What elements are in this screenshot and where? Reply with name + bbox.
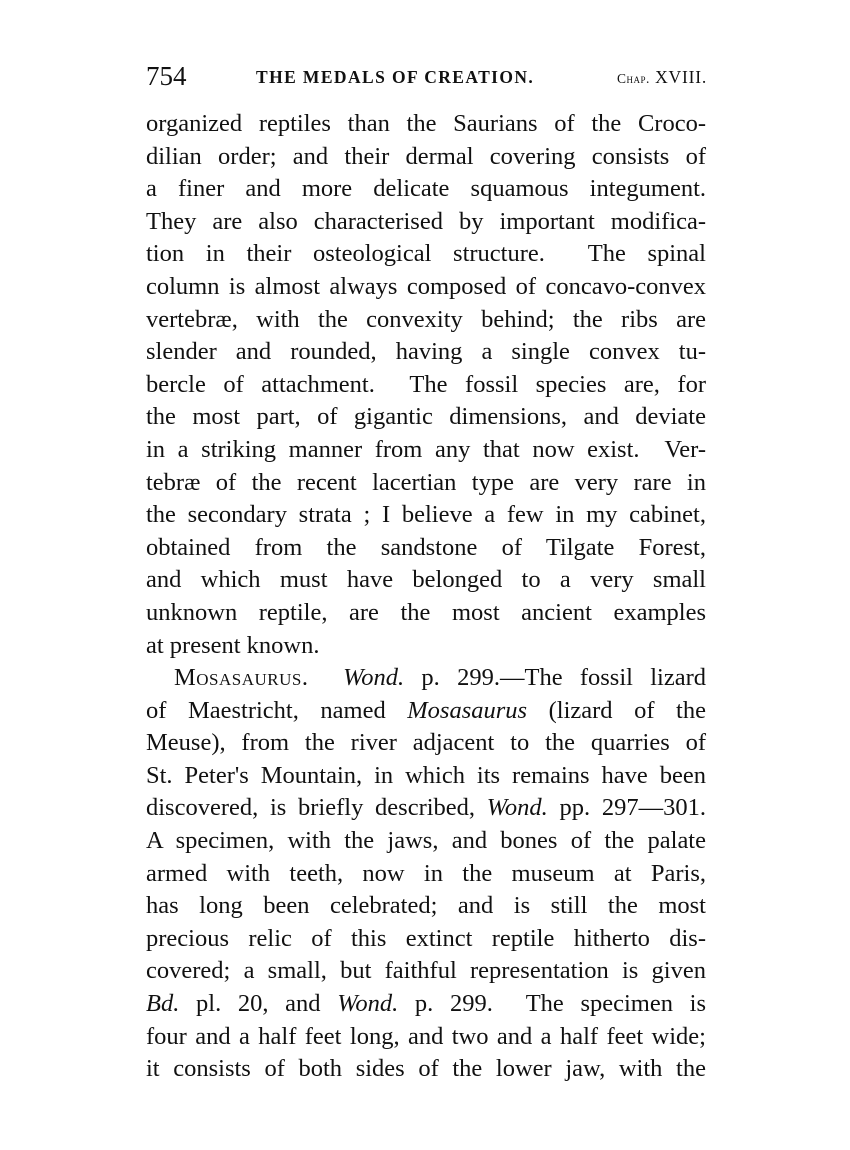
line-text [309,664,344,691]
line-text: of Maestricht, named [146,696,408,724]
body-text [146,108,706,1086]
text-line [146,564,706,597]
text-line [146,597,706,630]
text-line [146,173,706,206]
line-text: column is almost always composed of concavo-convex [146,272,706,300]
line-text: dilian order; and their dermal covering consists of [146,142,706,170]
line-text: the most part, of gigantic dimensions, and deviate [146,403,706,431]
text-line [146,108,706,141]
text-line [146,238,706,271]
italic-text: Wond. [337,990,399,1018]
small-caps-heading: Mosasaurus. [174,664,309,692]
text-line [146,434,706,467]
line-text: has long been celebrated; and is still the most [146,892,706,920]
text-line [146,923,706,956]
italic-text: Bd. [146,990,180,1018]
line-text: bercle of attachment. The fossil species are, for [146,370,706,398]
text-line [146,792,706,825]
line-text: at present known. [146,631,320,659]
line-text: tebræ of the recent lacertian type are very rare in [146,468,706,496]
text-line [146,630,706,663]
line-text: vertebræ, with the convexity behind; the ribs are [146,305,706,333]
line-text: discovered, is briefly described, [146,794,487,822]
italic-text: Mosasaurus [407,696,528,724]
chapter-abbrev: Chap. [616,71,650,86]
line-text: pl. 20, and [179,990,338,1018]
text-line [146,1053,706,1086]
text-line [146,695,706,728]
text-line [146,401,706,434]
running-head [146,58,706,94]
line-text: They are also characterised by important modifica- [146,207,706,235]
line-text: (lizard of the [527,696,706,724]
line-text: obtained from the sandstone of Tilgate Forest, [146,533,706,561]
chapter-number: XVIII. [655,67,707,87]
line-text: the secondary strata ; I believe a few in my cabinet, [146,501,706,529]
running-title: THE MEDALS OF CREATION. [256,67,535,87]
chapter-reference [617,59,707,97]
text-line [146,1021,706,1054]
text-line [146,662,706,695]
line-text: slender and rounded, having a single convex tu- [146,338,706,366]
text-line [146,532,706,565]
italic-text: Wond. [343,664,405,692]
text-line [146,467,706,500]
line-text: St. Peter's Mountain, in which its remains have been [146,761,706,789]
page-number: 754 [146,61,187,91]
text-line [146,499,706,532]
text-line [146,890,706,923]
line-text: pp. 297—301. [547,794,706,822]
text-line [146,825,706,858]
line-text: it consists of both sides of the lower jaw, with the [146,1055,706,1083]
text-line [146,858,706,891]
text-line [146,369,706,402]
line-text: covered; a small, but faithful representation is given [146,957,706,985]
text-line [146,988,706,1021]
text-line [146,727,706,760]
text-line [146,141,706,174]
line-text: p. 299. The specimen is [398,990,706,1018]
book-page [146,58,706,1086]
line-text: p. 299.—The fossil lizard [404,664,707,692]
text-line [146,271,706,304]
text-line [146,336,706,369]
line-text: Meuse), from the river adjacent to the quarries of [146,729,706,757]
line-text: in a striking manner from any that now exist. Ver- [146,435,706,463]
text-line [146,955,706,988]
line-text: A specimen, with the jaws, and bones of the palate [146,827,706,855]
text-line [146,304,706,337]
text-line [146,760,706,793]
line-text: tion in their osteological structure. The spinal [146,240,706,268]
line-text: a finer and more delicate squamous integument. [146,175,706,203]
line-text: armed with teeth, now in the museum at Paris, [146,859,706,887]
line-text: and which must have belonged to a very small [146,566,706,594]
line-text: four and a half feet long, and two and a half feet wide; [146,1022,706,1050]
text-line [146,206,706,239]
line-text: precious relic of this extinct reptile hitherto dis- [146,924,706,952]
line-text: unknown reptile, are the most ancient examples [146,598,706,626]
line-text: organized reptiles than the Saurians of the Croco- [146,110,706,137]
italic-text: Wond. [486,794,548,822]
